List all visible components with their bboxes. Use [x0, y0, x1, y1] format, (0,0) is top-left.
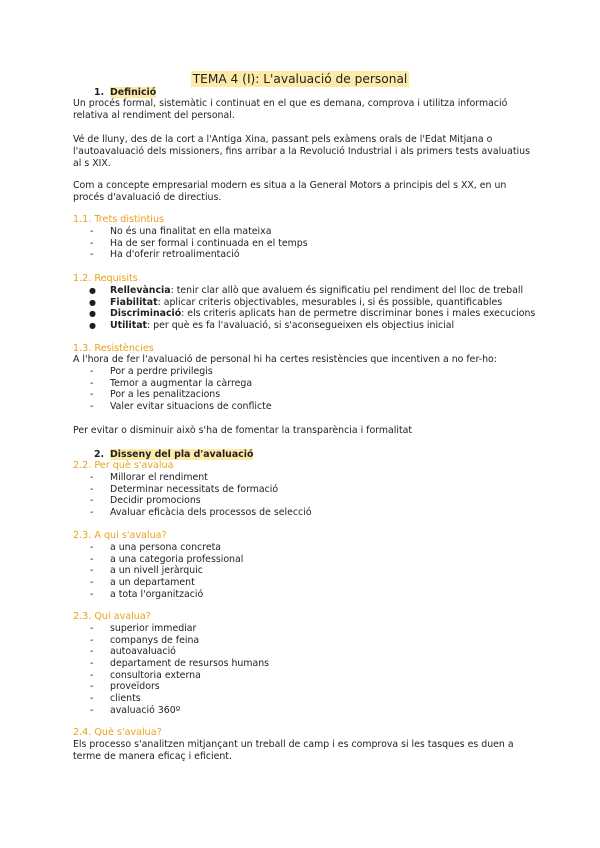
list-item: - a una persona concreta: [90, 542, 222, 553]
list-item: - proveïdors: [90, 681, 160, 693]
modern-concept-paragraph: Com a concepte empresarial modern es situa a la General Motors a principis del s XX, en un procés d'avaluació de directius.: [73, 180, 507, 203]
list-item: - Ha d'oferir retroalimentació: [90, 249, 240, 261]
resistances-heading: 1.3. Resistències: [73, 343, 154, 354]
resistances-closing: Per evitar o disminuir això s'ha de fomentar la transparència i formalitat: [73, 425, 413, 436]
section-2-number: 2.: [94, 449, 105, 460]
section-1-number: 1.: [94, 87, 105, 98]
bullet-icon: ●: [89, 321, 96, 331]
list-item: ● Fiabilitat: aplicar criteris objectivables, mesurables i, si és possible, quantificables: [89, 296, 503, 308]
list-item: - No és una finalitat en ella mateixa: [90, 226, 272, 237]
list-item: - a un nivell jeràrquic: [90, 565, 203, 577]
resistances-list: [88, 366, 272, 413]
traits-list: [88, 226, 308, 261]
list-item: - Por a perdre privilegis: [90, 366, 213, 377]
bullet-icon: ●: [89, 309, 96, 319]
list-item: - a un departament: [90, 577, 195, 589]
who-list: [88, 623, 269, 717]
list-item: - Temor a augmentar la càrrega: [90, 377, 253, 389]
bullet-icon: ●: [89, 286, 96, 295]
what-heading: 2.4. Què s'avalua?: [73, 727, 162, 738]
list-item: - autoavaluació: [90, 646, 176, 658]
list-item: - a una categoria professional: [90, 553, 244, 565]
list-item: ● Utilitat: per què es fa l'avaluació, si s'aconsegueixen els objectius inicial: [89, 320, 455, 332]
list-item: - Avaluar eficàcia dels processos de selecció: [90, 507, 312, 519]
traits-heading: 1.1. Trets distintius: [73, 214, 165, 225]
section-2-title: Disseny del pla d'avaluació: [110, 449, 254, 460]
resistances-intro: A l'hora de fer l'avaluació de personal hi ha certes resistències que incentiven a no fer-ho:: [73, 354, 497, 365]
list-item: - Millorar el rendiment: [90, 472, 208, 483]
list-item: - consultoria externa: [90, 669, 201, 681]
list-item: - Decidir promocions: [90, 495, 201, 507]
list-item: - Por a les penalitzacions: [90, 389, 221, 401]
why-heading: 2.2. Per què s'avalua: [73, 460, 174, 471]
list-item: - departament de resursos humans: [90, 658, 270, 670]
list-item: - avaluació 360º: [90, 704, 181, 716]
who-heading: 2.3. Qui avalua?: [73, 611, 151, 622]
bullet-icon: ●: [89, 297, 96, 307]
list-item: - Ha de ser formal i continuada en el temps: [90, 237, 308, 249]
list-item: - clients: [90, 693, 141, 705]
list-item: - superior immediar: [90, 623, 197, 634]
whom-list: [88, 542, 243, 600]
why-list: [88, 472, 312, 519]
page-title: TEMA 4 (I): L'avaluació de personal: [192, 72, 408, 86]
list-item: - companys de feina: [90, 634, 200, 646]
list-item: - Valer evitar situacions de conflicte: [90, 401, 272, 413]
section-1-title: Definició: [110, 87, 157, 98]
what-paragraph: Els processo s'analitzen mitjançant un treball de camp i es comprova si les tasques es duen a terme de manera eficaç i eficient.: [73, 739, 514, 762]
list-item: ● Rellevància: tenir clar allò que avaluem és significatiu pel rendiment del lloc de treball: [89, 285, 524, 296]
list-item: - a tota l'organització: [90, 588, 204, 600]
list-item: ● Discriminació: els criteris aplicats han de permetre discriminar bones i males execucions: [89, 308, 536, 320]
whom-heading: 2.3. A qui s'avalua?: [73, 530, 167, 541]
list-item: - Determinar necessitats de formació: [90, 483, 279, 495]
definition-paragraph: Un procés formal, sistemàtic i continuat en el que es demana, comprova i utilitza informació relativa al rendiment del personal.: [73, 98, 508, 121]
requirements-heading: 1.2. Requisits: [73, 273, 138, 284]
history-paragraph: Vé de lluny, des de la cort a l'Antiga Xina, passant pels exàmens orals de l'Edat Mitjana o l'autoavaluació dels missioners, fins arribar a la Revolució Industrial i als primers tests avaluatius al s XIX.: [73, 134, 530, 169]
requirements-list: [88, 285, 535, 332]
